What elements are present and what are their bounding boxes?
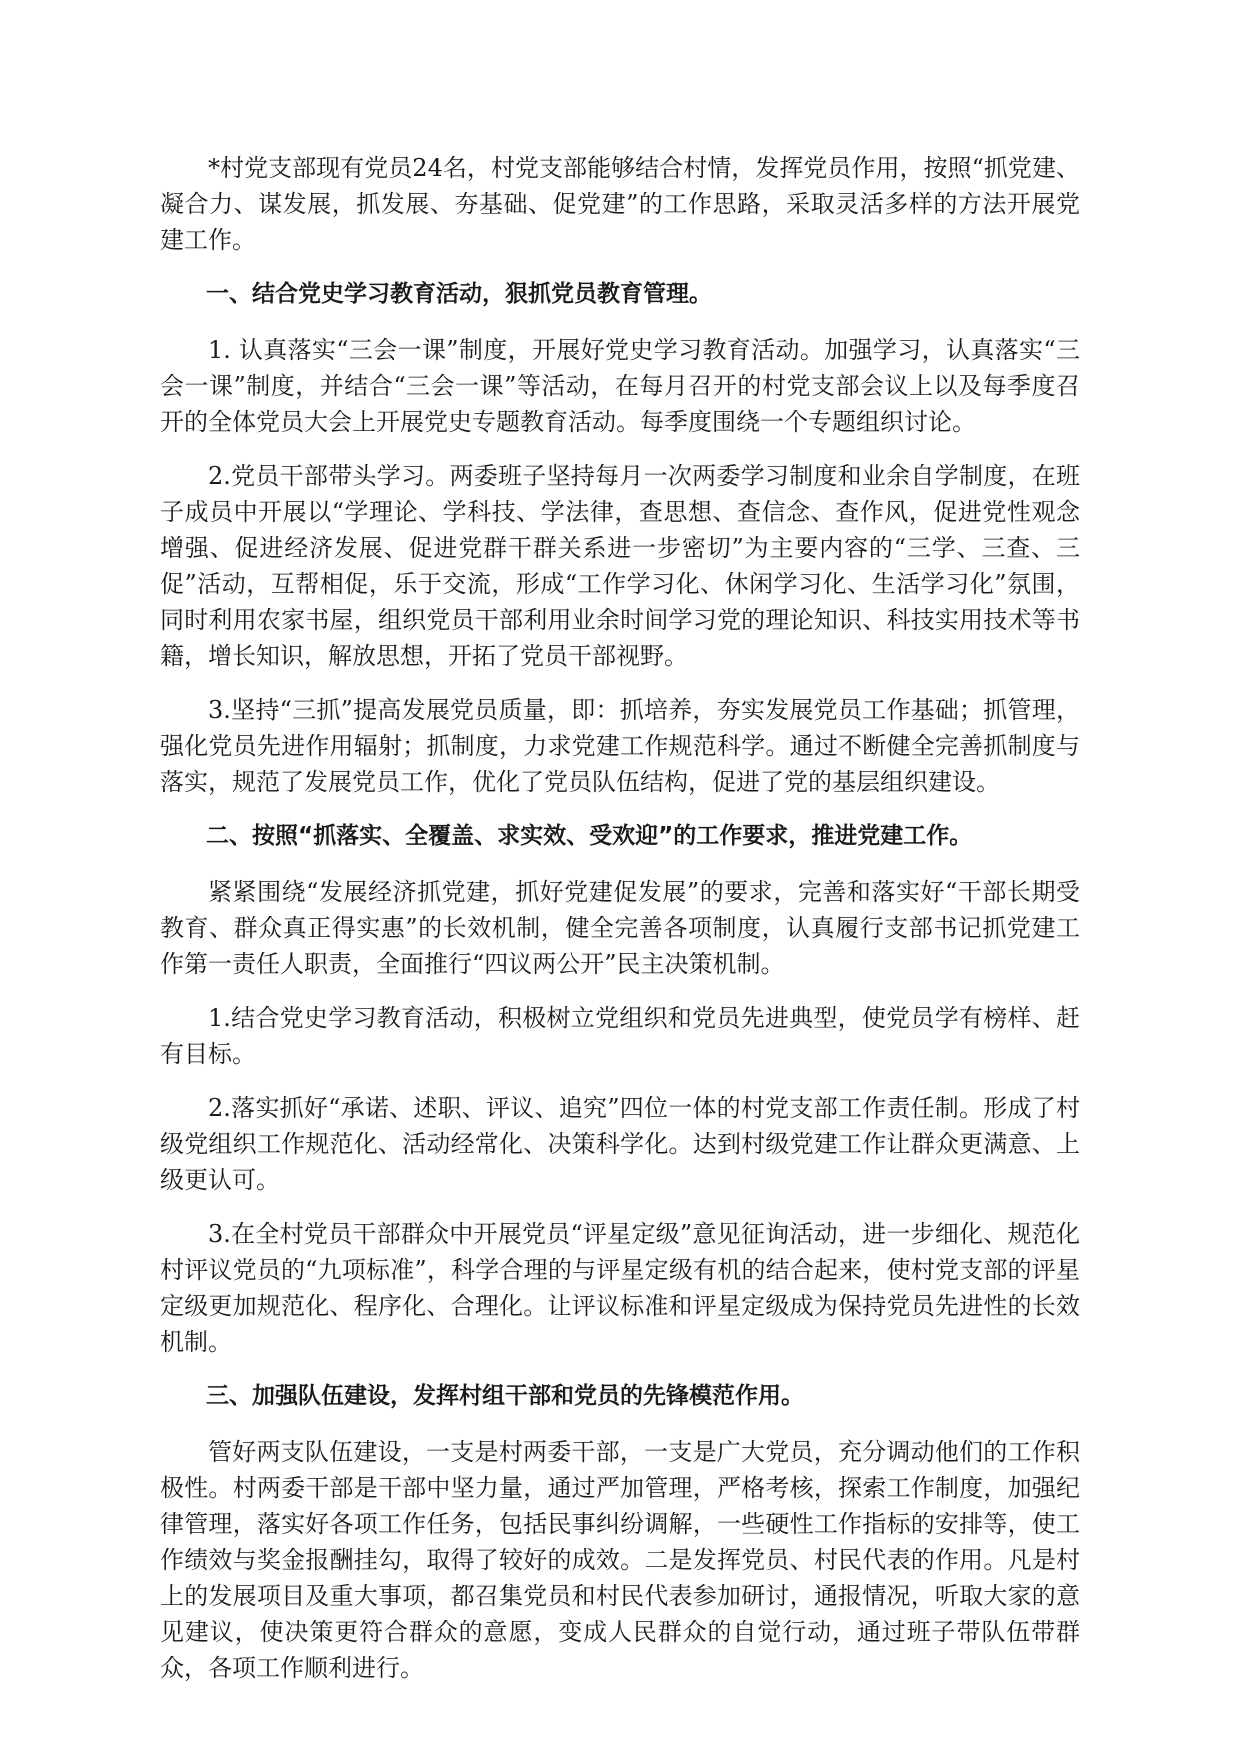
section-1-heading: 一、结合党史学习教育活动，狠抓党员教育管理。 xyxy=(206,281,712,307)
section-1-item-3: 3.坚持“三抓”提高发展党员质量，即：抓培养，夯实发展党员工作基础；抓管理，强化党员先进作用辐射；抓制度，力求党建工作规范科学。通过不断健全完善抓制度与落实，规范了发展党员工作，优化了党员队伍结构，促进了党的基层组织建设。 xyxy=(160,696,1080,796)
section-3-body: 管好两支队伍建设，一支是村两委干部，一支是广大党员，充分调动他们的工作积极性。村两委干部是干部中坚力量，通过严加管理，严格考核，探索工作制度，加强纪律管理，落实好各项工作任务，包括民事纠纷调解，一些硬性工作指标的安排等，使工作绩效与奖金报酬挂勾，取得了较好的成效。二是发挥党员、村民代表的作用。凡是村上的发展项目及重大事项，都召集党员和村民代表参加研讨，通报情况，听取大家的意见建议，使决策更符合群众的意愿，变成人民群众的自觉行动，通过班子带队伍带群众，各项工作顺利进行。 xyxy=(160,1438,1080,1682)
intro-paragraph: *村党支部现有党员24名，村党支部能够结合村情，发挥党员作用，按照“抓党建、凝合力、谋发展，抓发展、夯基础、促党建”的工作思路，采取灵活多样的方法开展党建工作。 xyxy=(160,154,1080,254)
document-page xyxy=(160,150,1080,1704)
section-1-item-1: 1. 认真落实“三会一课”制度，开展好党史学习教育活动。加强学习，认真落实“三会一课”制度，并结合“三会一课”等活动，在每月召开的村党支部会议上以及每季度召开的全体党员大会上开展党史专题教育活动。每季度围绕一个专题组织讨论。 xyxy=(160,336,1080,436)
section-3-heading: 三、加强队伍建设，发挥村组干部和党员的先锋模范作用。 xyxy=(206,1383,804,1409)
section-2-heading: 二、按照“抓落实、全覆盖、求实效、受欢迎”的工作要求，推进党建工作。 xyxy=(206,823,973,849)
section-2-item-1: 1.结合党史学习教育活动，积极树立党组织和党员先进典型，使党员学有榜样、赶有目标。 xyxy=(160,1004,1080,1068)
section-2-item-2: 2.落实抓好“承诺、述职、评议、追究”四位一体的村党支部工作责任制。形成了村级党组织工作规范化、活动经常化、决策科学化。达到村级党建工作让群众更满意、上级更认可。 xyxy=(160,1094,1080,1194)
section-2-intro: 紧紧围绕“发展经济抓党建，抓好党建促发展”的要求，完善和落实好“干部长期受教育、群众真正得实惠”的长效机制，健全完善各项制度，认真履行支部书记抓党建工作第一责任人职责，全面推行“四议两公开”民主决策机制。 xyxy=(160,878,1080,978)
section-2-item-3: 3.在全村党员干部群众中开展党员“评星定级”意见征询活动，进一步细化、规范化村评议党员的“九项标准”，科学合理的与评星定级有机的结合起来，使村党支部的评星定级更加规范化、程序化、合理化。让评议标准和评星定级成为保持党员先进性的长效机制。 xyxy=(160,1220,1080,1356)
section-1-item-2: 2.党员干部带头学习。两委班子坚持每月一次两委学习制度和业余自学制度，在班子成员中开展以“学理论、学科技、学法律，查思想、查信念、查作风，促进党性观念增强、促进经济发展、促进党群干群关系进一步密切”为主要内容的“三学、三查、三促”活动，互帮相促，乐于交流，形成“工作学习化、休闲学习化、生活学习化”氛围，同时利用农家书屋，组织党员干部利用业余时间学习党的理论知识、科技实用技术等书籍，增长知识，解放思想，开拓了党员干部视野。 xyxy=(160,462,1080,670)
